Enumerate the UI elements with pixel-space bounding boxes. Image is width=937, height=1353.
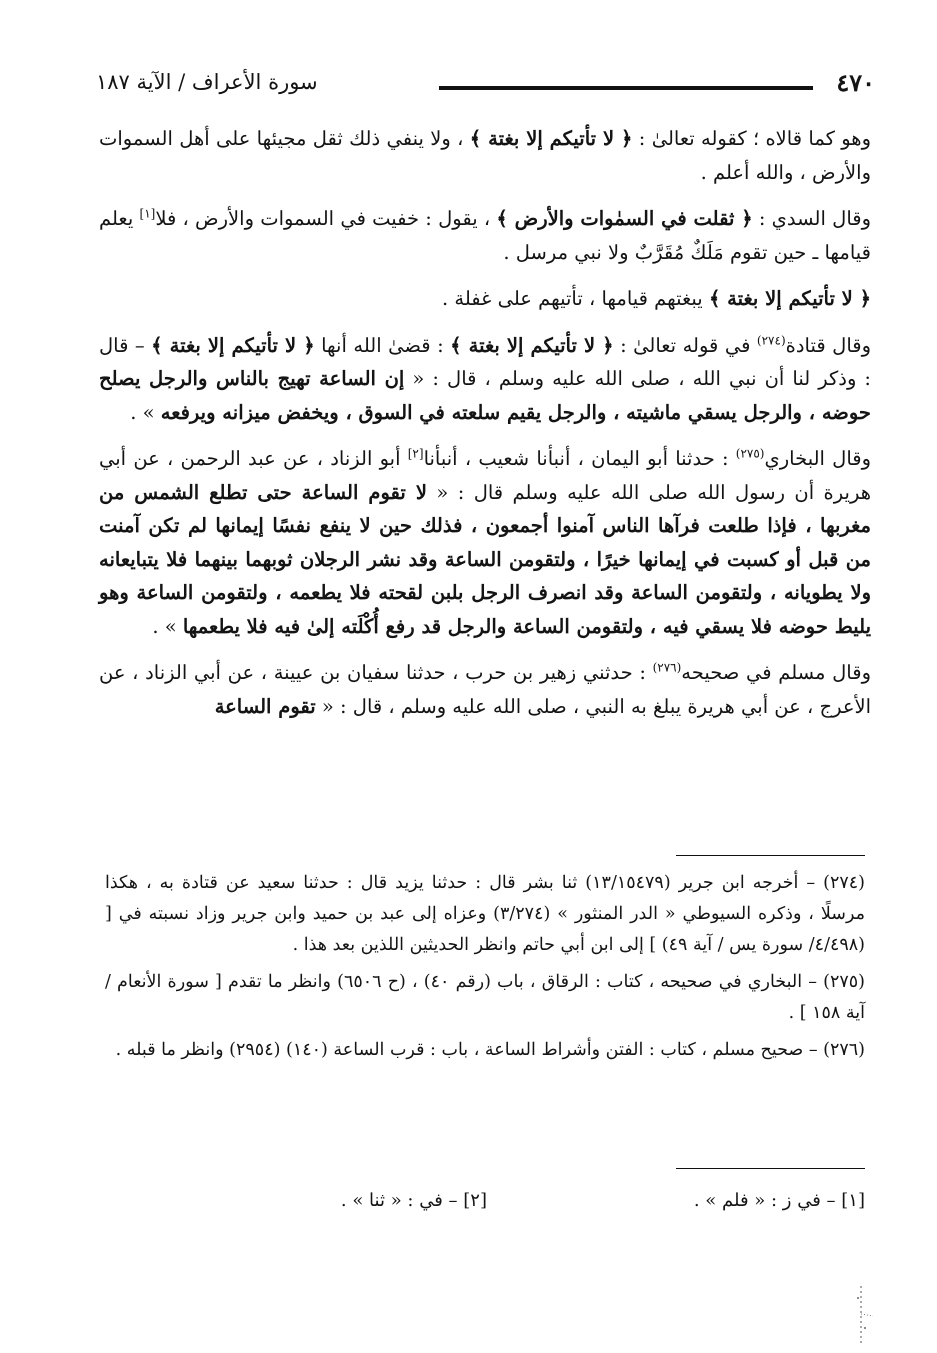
- footnotes: [105, 868, 865, 1072]
- page-number: ٤٧٠: [836, 68, 875, 97]
- text-run: وقال السدي :: [752, 207, 871, 230]
- quran-quote: ﴿ لا تأتيكم إلا بغتة ﴾: [151, 333, 315, 357]
- text-run: وهو كما قالاه ؛ كقوله تعالىٰ :: [632, 127, 871, 150]
- manuscript-variants: [105, 1190, 865, 1224]
- footnote-rule: [676, 855, 865, 856]
- paragraph-2: [99, 202, 871, 269]
- paragraph-3: [99, 282, 871, 316]
- text-run: – قال : وذكر لنا أن نبي الله ، صلى الله عليه وسلم ، قال : «: [99, 333, 871, 390]
- text-run: وقال مسلم في صحيحه: [681, 661, 871, 684]
- footnote-274: (٢٧٤) – أخرجه ابن جرير (١٣/١٥٤٧٩) ثنا بشر قال : حدثنا يزيد قال : حدثنا سعيد عن قتادة به ، هكذا مرسلًا ، وذكره السيوطي « الدر المنثور » (٣/٢٧٤) وعزاه إلى عبد بن حميد وابن جرير وزاد نسبته في [ (٤/٤٩٨/ سورة يس / آية ٤٩) ] إلى ابن أبي حاتم وانظر الحديثين اللذين بعد هذا .: [105, 873, 866, 955]
- variants-rule: [676, 1168, 865, 1169]
- footnote-275: (٢٧٥) – البخاري في صحيحه ، كتاب : الرقاق ، باب (رقم ٤٠) ، (ح ٦٥٠٦) وانظر ما تقدم [ سورة الأنعام /آية ١٥٨ ] .: [105, 972, 865, 1023]
- hadith-quote: لا تقوم الساعة حتى تطلع الشمس من مغربها ، فإذا طلعت فرآها الناس آمنوا أجمعون ، فذلك حين لا ينفع نفسًا إيمانها لم تكن آمنت من قبل أو كسبت في إيمانها خيرًا ، ولتقومن الساعة وقد نشر الرجلان ثوبهما بينهما فلا يتبايعانه ولا يطويانه ، ولتقومن الساعة وقد انصرف الرجل بلبن لقحته فلا يطعمه ، ولتقومن الساعة وهو يليط حوضه فلا يسقي فيه ، ولتقومن الساعة والرجل قد رفع أُكْلَته إلىٰ فيه فلا يطعمها: [99, 480, 871, 638]
- paragraph-4: [99, 329, 871, 430]
- quran-quote: ﴿ لا تأتيكم إلا بغتة ﴾: [469, 127, 633, 150]
- variant-2: [٢] – في : « ثنا » .: [340, 1190, 487, 1211]
- text-run: » .: [130, 400, 161, 424]
- main-text: [99, 122, 871, 736]
- text-run: : حدثني زهير بن حرب ، حدثنا سفيان بن عيينة ، عن أبي الزناد ، عن الأعرج ، عن أبي هريرة يبلغ به النبي ، صلى الله عليه وسلم ، قال : «: [99, 661, 871, 718]
- running-head: سورة الأعراف / الآية ١٨٧: [96, 70, 318, 94]
- text-run: : حدثنا أبو اليمان ، أنبأنا شعيب ، أنبأنا: [423, 447, 736, 470]
- quran-quote: ﴿ ثقلت في السمٰوات والأرض ﴾: [496, 207, 753, 230]
- text-run: أبو الزناد ، عن عبد الرحمن ، عن أبي هريرة أن رسول الله صلى الله عليه وسلم قال : «: [99, 447, 871, 504]
- text-run: وقال قتادة: [785, 333, 872, 357]
- variant-1: [١] – في ز : « فلم » .: [693, 1190, 865, 1211]
- scan-margin-mark: [853, 1284, 875, 1348]
- footnote-ref: (٢٧٤): [756, 333, 786, 347]
- quran-quote: ﴿ لا تأتيكم إلا بغتة ﴾: [450, 333, 614, 357]
- text-run: يعلم قيامها ـ حين تقوم مَلَكٌ مُقَرَّبٌ ولا نبي مرسل .: [99, 207, 871, 264]
- text-run: » .: [152, 614, 183, 638]
- text-run: : قضىٰ الله أنها: [314, 333, 451, 357]
- paragraph-6: [99, 656, 871, 723]
- paragraph-1: [99, 122, 871, 189]
- header-rule: [439, 86, 813, 90]
- quran-quote: ﴿ لا تأتيكم إلا بغتة ﴾: [708, 287, 871, 310]
- variant-ref: [١]: [139, 206, 156, 221]
- paragraph-5: [99, 442, 871, 643]
- page-header: [96, 64, 875, 104]
- footnote-276: (٢٧٦) – صحيح مسلم ، كتاب : الفتن وأشراط الساعة ، باب : قرب الساعة (١٤٠) (٢٩٥٤) وانظر ما قبله .: [115, 1040, 865, 1060]
- footnote-ref: (٢٧٦): [652, 660, 682, 675]
- text-run: وقال البخاري: [764, 447, 871, 470]
- text-run: ، ولا ينفي ذلك ثقل مجيئها على أهل السموات والأرض ، والله أعلم .: [99, 127, 871, 184]
- hadith-quote: إن الساعة تهيج بالناس والرجل يصلح حوضه ، والرجل يسقي ماشيته ، والرجل يقيم سلعته في السوق ، ويخفض ميزانه ويرفعه: [99, 367, 871, 424]
- variant-ref: [٢]: [407, 446, 424, 461]
- hadith-quote: تقوم الساعة: [214, 694, 316, 718]
- text-run: ، يقول : خفيت في السموات والأرض ، فلا: [155, 207, 497, 230]
- text-run: في قوله تعالىٰ :: [613, 333, 757, 357]
- footnote-ref: (٢٧٥): [735, 446, 765, 461]
- text-run: يبغتهم قيامها ، تأتيهم على غفلة .: [442, 287, 709, 310]
